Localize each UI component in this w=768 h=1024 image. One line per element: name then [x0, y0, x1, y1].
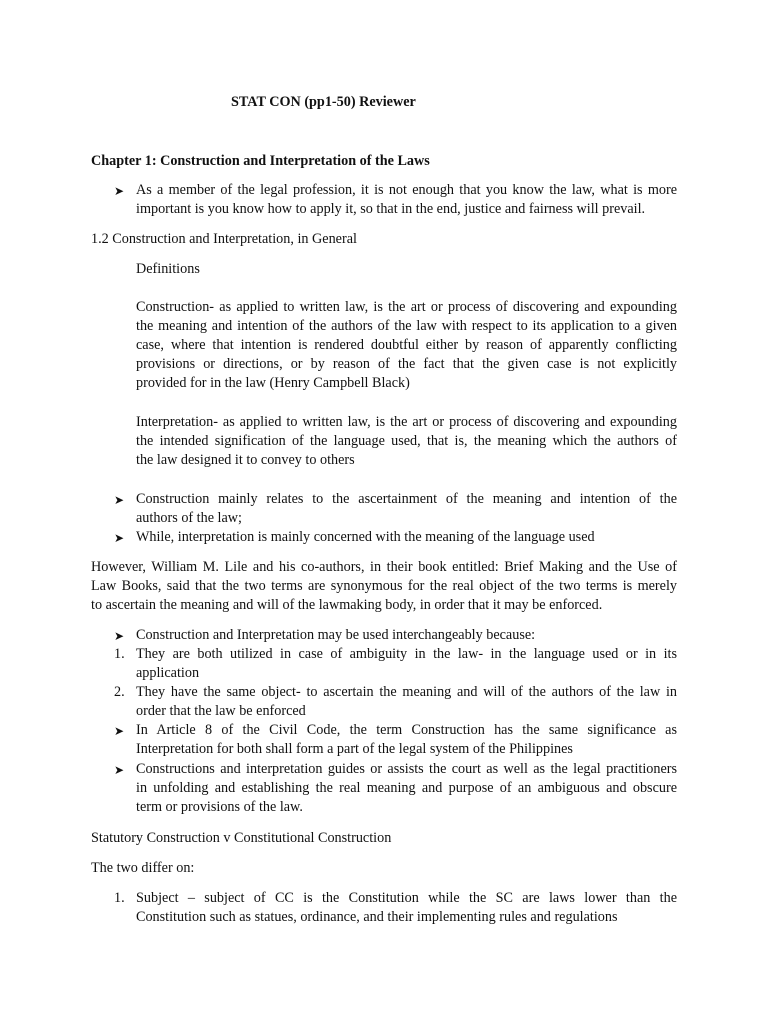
- definitions-label: Definitions: [136, 261, 200, 277]
- numbered-item-line: Constitution such as statues, ordinance, and their implementing rules and regulations: [136, 909, 618, 925]
- list-number: 1.: [114, 890, 125, 906]
- bullet-text-line: Construction and Interpretation may be used interchangeably because:: [136, 627, 536, 643]
- bullet-arrow-icon: ➤: [114, 184, 125, 198]
- construction-def-line: provisions or directions, or by reason of the fact that the given case is not explicitly: [136, 356, 677, 372]
- construction-def-line: provided for in the law (Henry Campbell Black): [136, 375, 410, 391]
- bullet-text-line: In Article 8 of the Civil Code, the term Construction has the same significance as: [136, 722, 677, 738]
- bullet-text-line: authors of the law;: [136, 510, 242, 526]
- numbered-item-line: They have the same object- to ascertain the meaning and will of the authors of the law in: [136, 684, 677, 700]
- bullet-text-line: Constructions and interpretation guides or assists the court as well as the legal practitioners: [136, 761, 677, 777]
- construction-def-line: case, where that intention is rendered doubtful either by reason of apparently conflicting: [136, 337, 677, 353]
- section-heading: Statutory Construction v Constitutional Construction: [91, 830, 392, 846]
- bullet-text-line: important is you know how to apply it, so that in the end, justice and fairness will prevail.: [136, 201, 646, 217]
- bullet-text-line: Construction mainly relates to the ascertainment of the meaning and intention of the: [136, 491, 677, 507]
- bullet-arrow-icon: ➤: [114, 763, 125, 777]
- section-heading: 1.2 Construction and Interpretation, in General: [91, 231, 357, 247]
- bullet-arrow-icon: ➤: [114, 493, 125, 507]
- bullet-text-line: in unfolding and establishing the real meaning and purpose of an ambiguous and obscure: [136, 780, 677, 796]
- bullet-text-line: Interpretation for both shall form a part of the legal system of the Philippines: [136, 741, 573, 757]
- chapter-heading: Chapter 1: Construction and Interpretation of the Laws: [91, 153, 430, 169]
- interpretation-def-line: Interpretation- as applied to written law, is the art or process of discovering and expounding: [136, 414, 677, 430]
- however-para-line: Law Books, said that the two terms are synonymous for the real object of the two terms is merely: [91, 578, 677, 594]
- bullet-arrow-icon: ➤: [114, 724, 125, 738]
- construction-def-line: the meaning and intention of the authors of the law with respect to its application to a given: [136, 318, 677, 334]
- numbered-item-line: They are both utilized in case of ambiguity in the law- in the language used or in its: [136, 646, 677, 662]
- list-number: 2.: [114, 684, 125, 700]
- bullet-arrow-icon: ➤: [114, 531, 125, 545]
- list-number: 1.: [114, 646, 125, 662]
- bullet-text-line: term or provisions of the law.: [136, 799, 303, 815]
- paragraph: The two differ on:: [91, 860, 195, 876]
- numbered-item-line: order that the law be enforced: [136, 703, 306, 719]
- bullet-text-line: As a member of the legal profession, it is not enough that you know the law, what is more: [136, 182, 677, 198]
- however-para-line: However, William M. Lile and his co-authors, in their book entitled: Brief Making and the Use of: [91, 559, 677, 575]
- bullet-text-line: While, interpretation is mainly concerned with the meaning of the language used: [136, 529, 595, 545]
- interpretation-def-line: the law designed it to convey to others: [136, 452, 355, 468]
- document-title: STAT CON (pp1-50) Reviewer: [231, 94, 416, 110]
- interpretation-def-line: the intended signification of the language used, that is, the meaning which the authors of: [136, 433, 677, 449]
- construction-def-line: Construction- as applied to written law, is the art or process of discovering and expounding: [136, 299, 677, 315]
- numbered-item-line: application: [136, 665, 200, 681]
- numbered-item-line: Subject – subject of CC is the Constitution while the SC are laws lower than the: [136, 890, 677, 906]
- however-para-line: to ascertain the meaning and will of the lawmaking body, in order that it may be enforced.: [91, 597, 603, 613]
- bullet-arrow-icon: ➤: [114, 629, 125, 643]
